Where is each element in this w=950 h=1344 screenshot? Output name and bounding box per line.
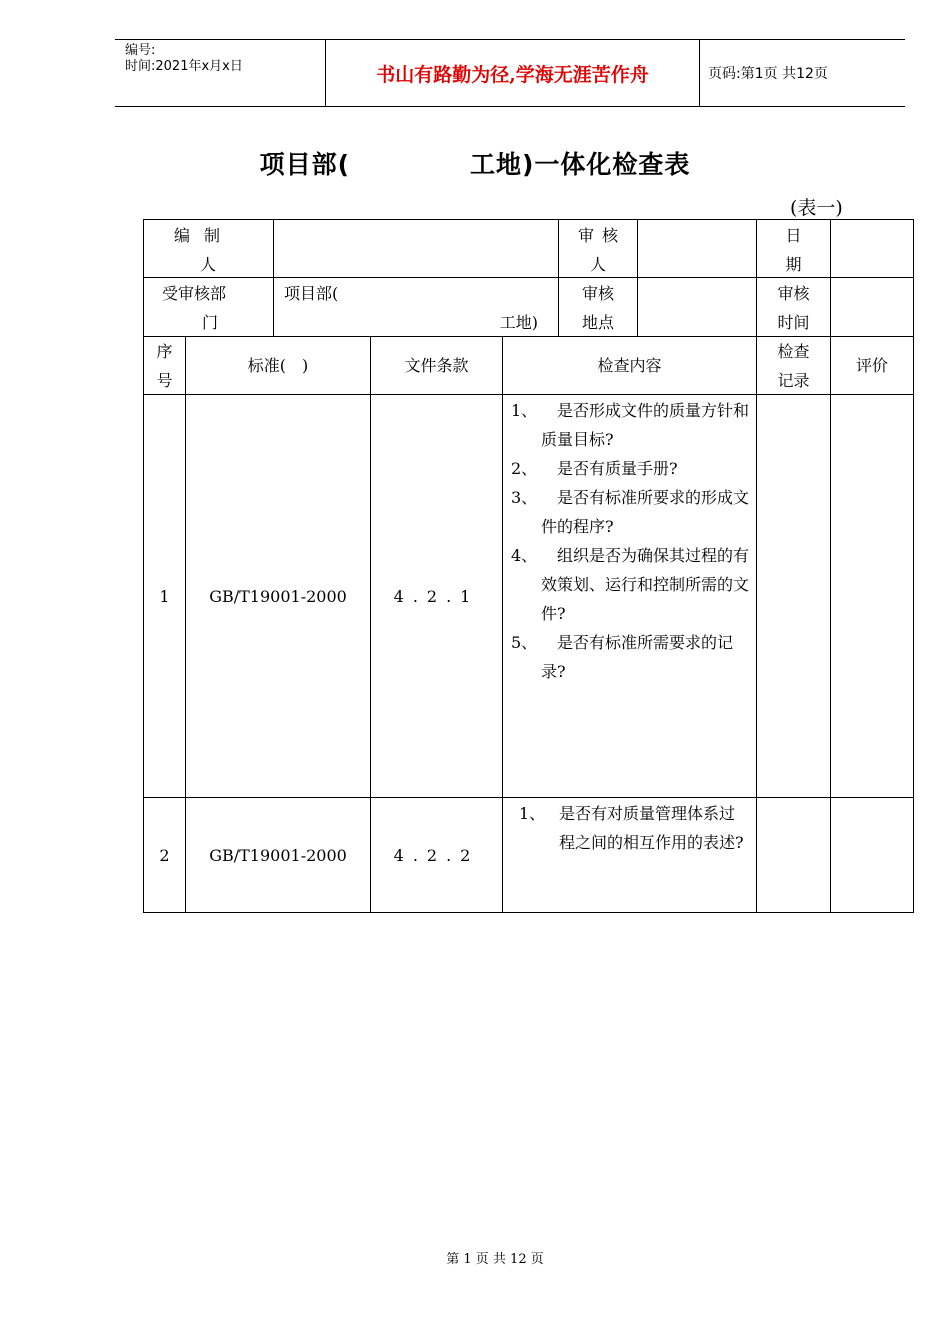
item-text: 是否有标准所要求的形成文件的程序? (541, 488, 750, 536)
date-label-cell: 日 期 (785, 226, 802, 274)
row2-content (503, 799, 756, 912)
col-evaluation: 评价 (855, 356, 888, 375)
page-footer: 第 1 页 共 12 页 (446, 1252, 544, 1267)
row2-seq: 2 (159, 845, 170, 865)
col-record: 检查 记录 (777, 341, 810, 390)
col-clause: 文件条款 (404, 356, 469, 375)
item-text: 是否形成文件的质量方针和质量目标? (541, 401, 750, 449)
title-part-2: 工地)一体化检查表 (470, 150, 691, 179)
item-number: 4、 (511, 546, 538, 565)
item-number: 5、 (511, 633, 538, 652)
header-page-info: 页码:第1页 共12页 (708, 66, 828, 82)
row1-content-item (511, 541, 750, 628)
item-number: 3、 (511, 488, 538, 507)
row1-content-item (511, 628, 750, 686)
item-number: 1、 (519, 804, 546, 823)
row1-content-item (511, 483, 750, 541)
row1-seq: 1 (159, 586, 170, 606)
item-text: 是否有对质量管理体系过程之间的相互作用的表述? (559, 804, 744, 852)
item-number: 1、 (511, 401, 538, 420)
audit-place-label: 审核 地点 (581, 284, 614, 332)
row1-content (503, 396, 756, 797)
item-text: 组织是否为确保其过程的有效策划、运行和控制所需的文件? (541, 546, 750, 623)
item-number: 2、 (511, 459, 538, 478)
col-seq: 序 号 (156, 341, 173, 390)
item-text: 是否有质量手册? (541, 459, 678, 478)
row1-content-item (511, 454, 750, 483)
row1-clause: 4.2.1 (393, 586, 480, 606)
row2-clause: 4.2.2 (393, 845, 480, 865)
audited-dept-label: 受审核部 门 (162, 284, 227, 332)
number-label: 编号: (125, 43, 156, 58)
row2-standard: GB/T19001-2000 (209, 845, 347, 865)
title-part-1: 项目部( (259, 150, 350, 179)
row1-standard: GB/T19001-2000 (209, 586, 347, 606)
col-content: 检查内容 (597, 356, 662, 375)
row1-content-item (511, 396, 750, 454)
reviewer-label-cell: 审核 人 (577, 226, 619, 274)
compiler-label-cell: 编制 人 (174, 226, 221, 274)
audit-time-label: 审核 时间 (777, 284, 810, 332)
row2-content-item (511, 799, 750, 857)
table-tag: (表一) (790, 197, 843, 219)
audited-dept-value: 项目部( 工地) (284, 284, 538, 332)
header-motto: 书山有路勤为径,学海无涯苦作舟 (326, 40, 700, 107)
time-label: 时间:2021年x月x日 (125, 59, 243, 74)
item-text: 是否有标准所需要求的记录? (541, 633, 734, 681)
col-standard: 标准( ) (247, 356, 309, 375)
